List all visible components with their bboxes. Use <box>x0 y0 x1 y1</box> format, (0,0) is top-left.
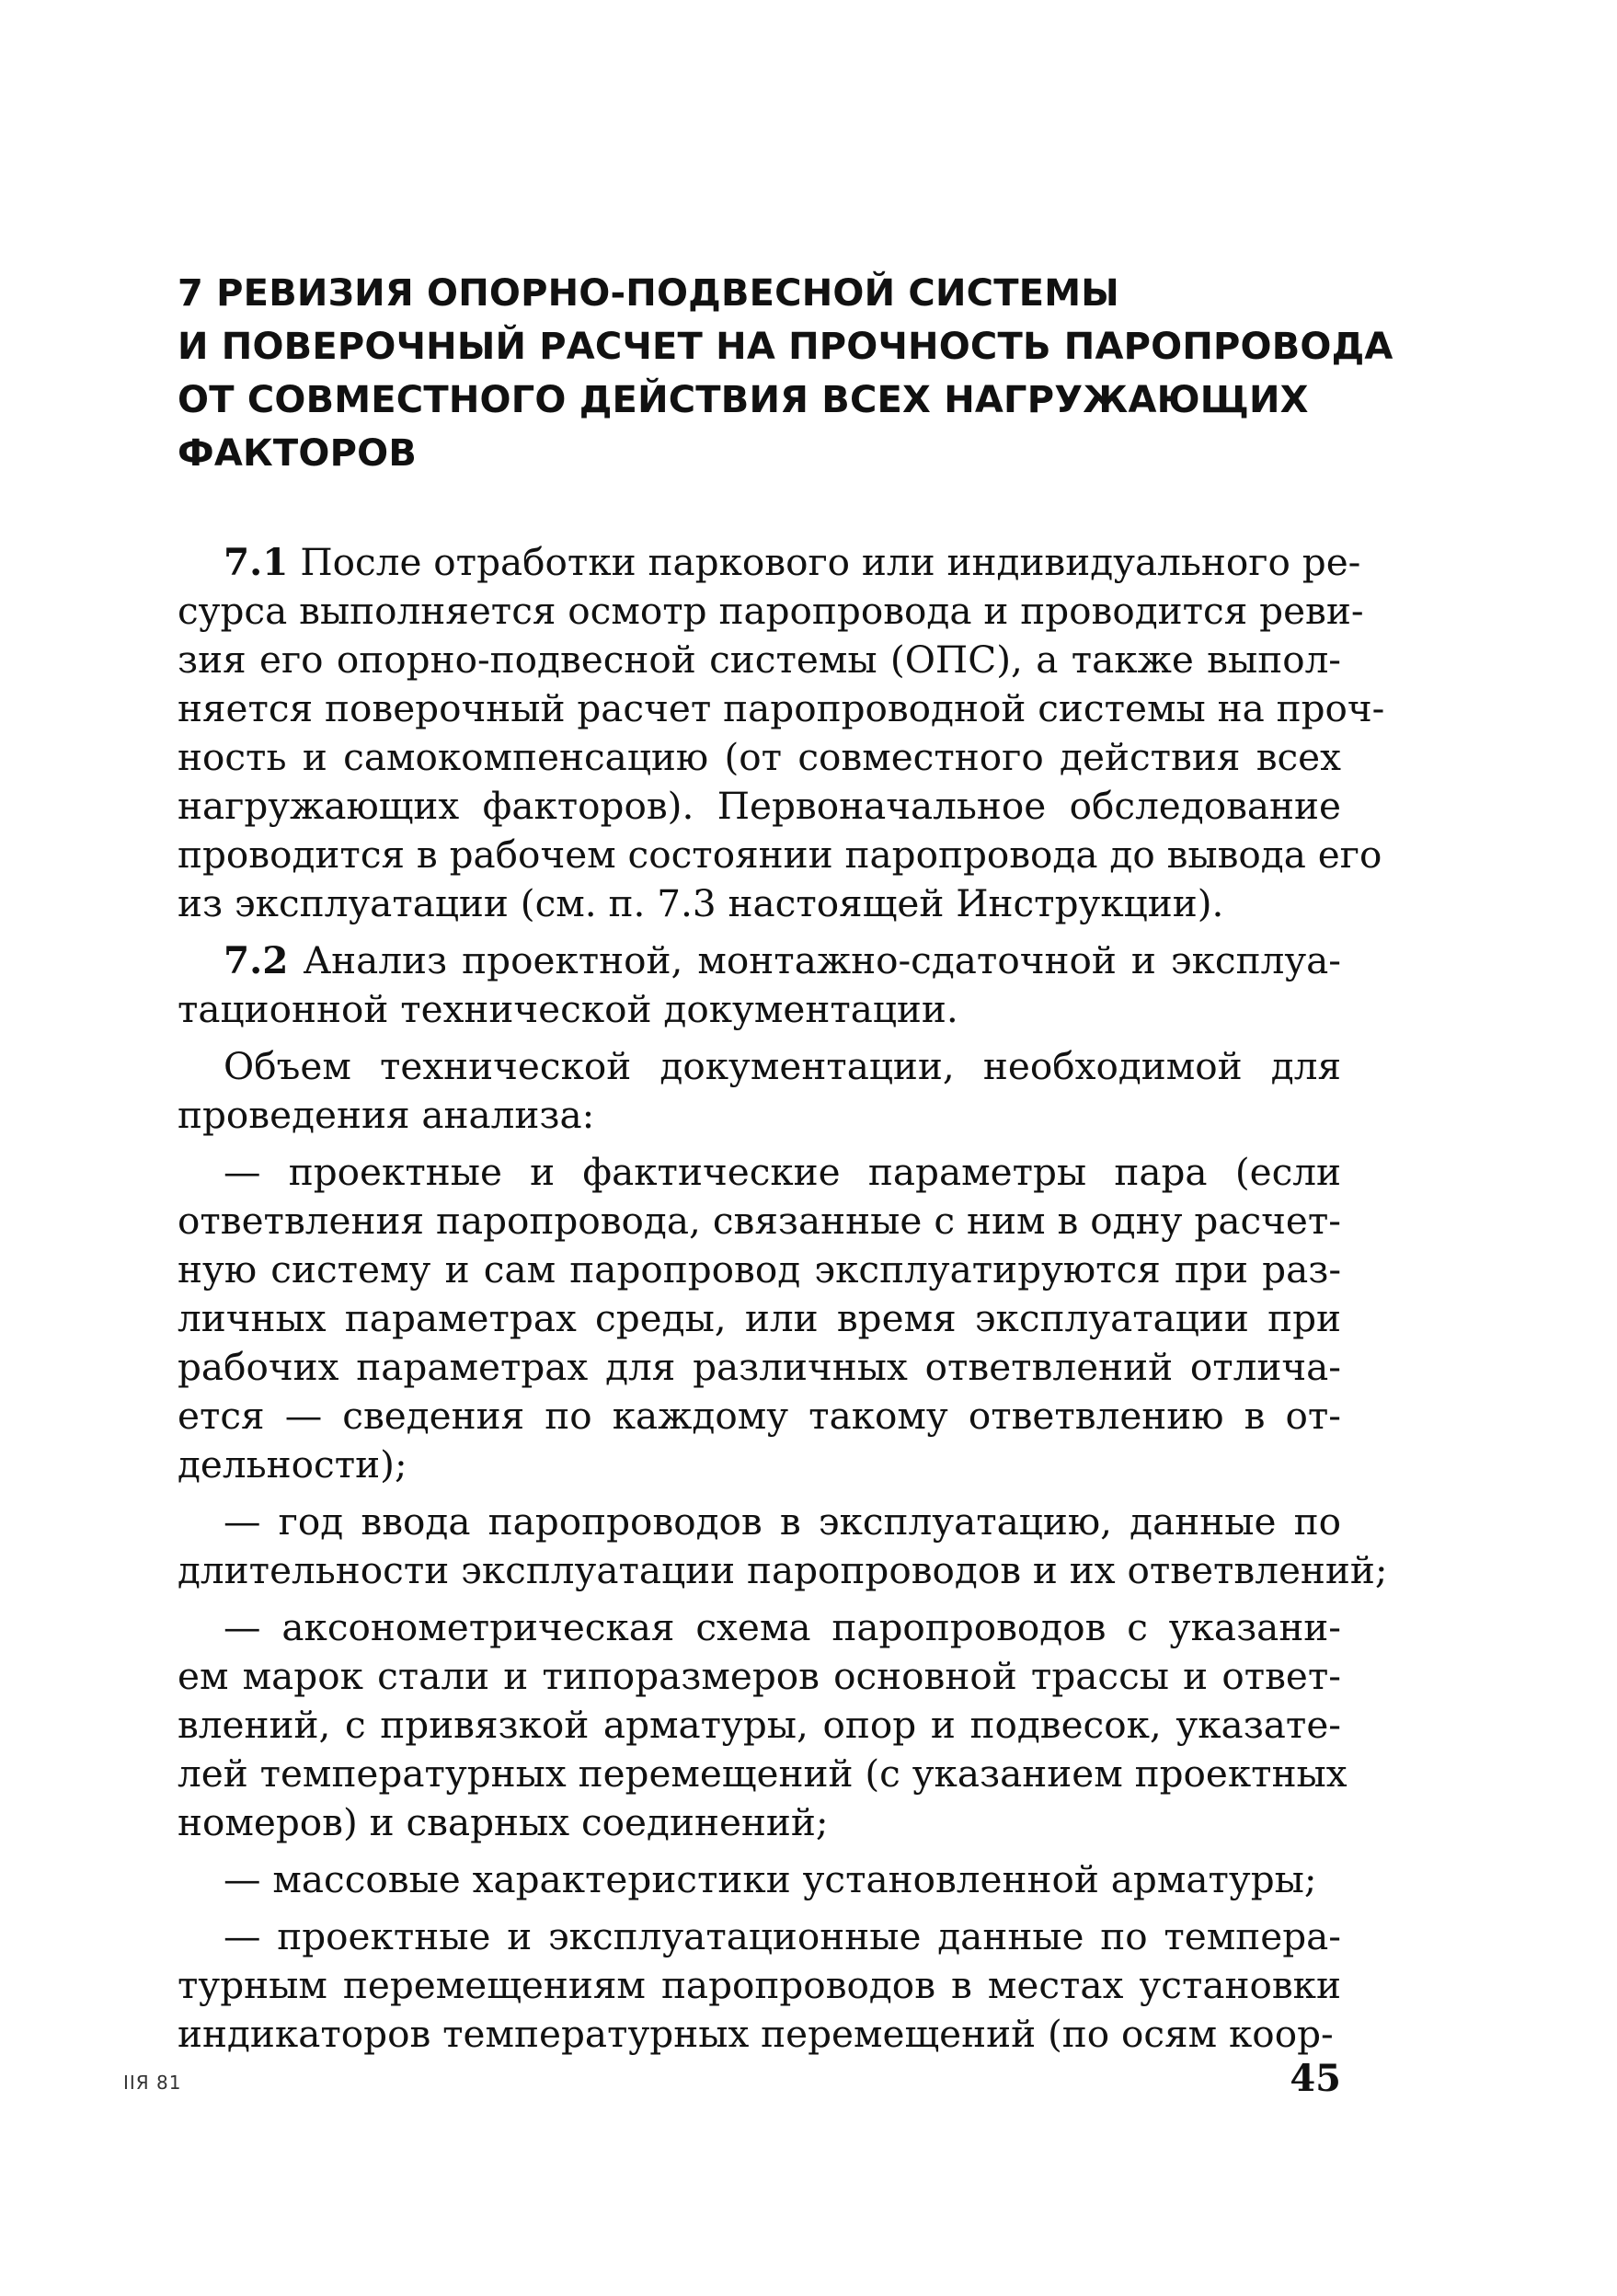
paragraph-line: ность и самокомпенсацию (от совместного действия всех <box>178 735 1341 779</box>
paragraph-line: индикаторов температурных перемещений (по осям коор- <box>178 2012 1334 2056</box>
paragraph-line: проводится в рабочем состоянии паропровода до вывода его <box>178 832 1382 877</box>
paragraph-line: — проектные и фактические параметры пара (если <box>224 1150 1341 1194</box>
page-content <box>178 267 1393 2067</box>
paragraph-line: длительности эксплуатации паропроводов и их ответвлений; <box>178 1548 1388 1592</box>
paragraph-number: 7.1 <box>224 540 289 584</box>
paragraph <box>178 1603 1348 1847</box>
page-number: 45 <box>1290 2057 1341 2100</box>
paragraph <box>178 936 1341 1034</box>
paragraph-line: дельности); <box>178 1442 407 1487</box>
paragraph <box>178 1042 1341 1140</box>
paragraph-line: из эксплуатации (см. п. 7.3 настоящей Инструкции). <box>178 881 1224 925</box>
paragraph-line: ется — сведения по каждому такому ответвлению в от- <box>178 1394 1341 1438</box>
paragraph-line: номеров) и сварных соединений; <box>178 1800 829 1844</box>
paragraph-line: — год ввода паропроводов в эксплуатацию, данные по <box>224 1499 1341 1544</box>
paragraph-line: нагружающих факторов). Первоначальное обследование <box>178 784 1341 828</box>
paragraph <box>178 538 1385 928</box>
paragraph-line: личных параметрах среды, или время эксплуатации при <box>178 1296 1341 1340</box>
heading-line: И ПОВЕРОЧНЫЙ РАСЧЕТ НА ПРОЧНОСТЬ ПАРОПРОВОДА <box>178 326 1393 368</box>
paragraph <box>178 1912 1341 2059</box>
footer-mark: IIЯ 81 <box>123 2072 182 2094</box>
paragraph-line: Объем технической документации, необходимой для <box>224 1044 1341 1088</box>
section-body <box>178 538 1388 2059</box>
paragraph-number: 7.2 <box>224 938 289 982</box>
paragraph-line: ответвления паропровода, связанные с ним в одну расчет- <box>178 1199 1341 1243</box>
heading-line: ОТ СОВМЕСТНОГО ДЕЙСТВИЯ ВСЕХ НАГРУЖАЮЩИХ <box>178 379 1309 421</box>
heading-line: ФАКТОРОВ <box>178 432 418 475</box>
paragraph-line: После отработки паркового или индивидуального ре- <box>288 540 1361 584</box>
paragraph-line: рабочих параметрах для различных ответвлений отлича- <box>178 1345 1341 1389</box>
paragraph-line: ем марок стали и типоразмеров основной трассы и ответ- <box>178 1654 1341 1698</box>
paragraph-line: няется поверочный расчет паропроводной системы на проч- <box>178 686 1385 730</box>
paragraph-line: — массовые характеристики установленной арматуры; <box>224 1857 1317 1901</box>
paragraph <box>178 1855 1341 1904</box>
paragraph-line: влений, с привязкой арматуры, опор и подвесок, указате- <box>178 1703 1341 1747</box>
paragraph-line: тационной технической документации. <box>178 987 958 1031</box>
paragraph <box>178 1148 1341 1489</box>
paragraph-line: ную систему и сам паропровод эксплуатируются при раз- <box>178 1247 1341 1292</box>
paragraph-line: — проектные и эксплуатационные данные по темпера- <box>224 1914 1341 1958</box>
paragraph-line: проведения анализа: <box>178 1093 595 1137</box>
paragraph-line: зия его опорно-подвесной системы (ОПС), а также выпол- <box>178 637 1341 682</box>
paragraph-line: турным перемещениям паропроводов в местах установки <box>178 1963 1341 2007</box>
paragraph-line: лей температурных перемещений (с указанием проектных <box>178 1751 1348 1796</box>
paragraph-line: — аксонометрическая схема паропроводов с указани- <box>224 1605 1341 1649</box>
paragraph-line: сурса выполняется осмотр паропровода и проводится реви- <box>178 589 1364 633</box>
paragraph-line: Анализ проектной, монтажно-сдаточной и эксплуа- <box>288 938 1341 982</box>
heading-line: 7 РЕВИЗИЯ ОПОРНО-ПОДВЕСНОЙ СИСТЕМЫ <box>178 272 1119 315</box>
paragraph <box>178 1498 1388 1595</box>
section-heading <box>178 267 1393 480</box>
